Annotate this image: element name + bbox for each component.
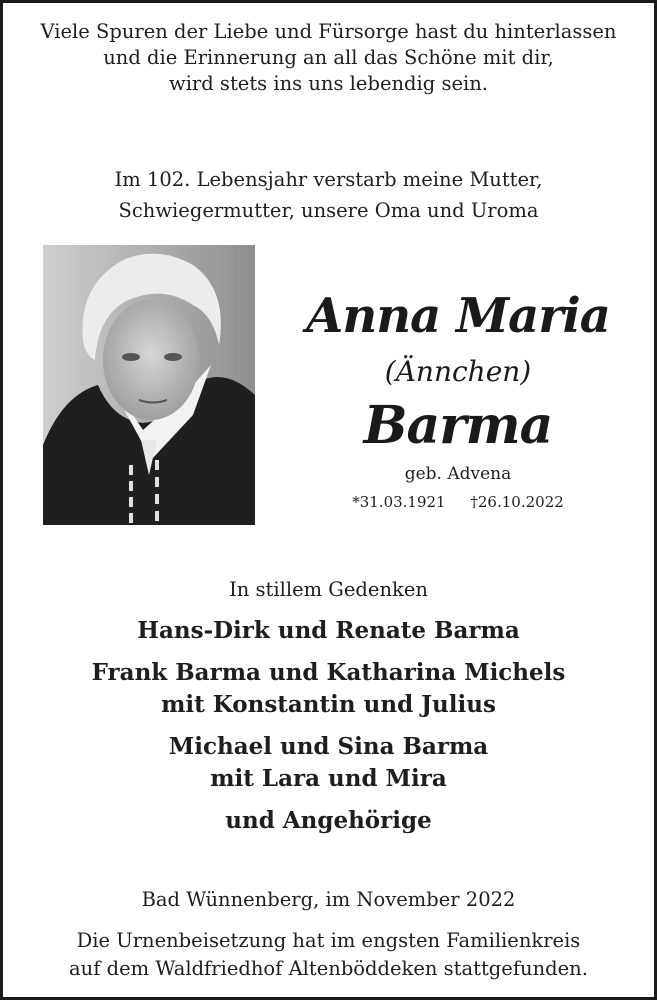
mourning-line: In stillem Gedenken <box>229 578 428 601</box>
deceased-surname: Barma <box>363 395 553 456</box>
mourner-group <box>3 805 654 837</box>
mourner-line: mit Konstantin und Julius <box>161 691 496 718</box>
announcement-line: Schwiegermutter, unsere Oma und Uroma <box>118 199 539 222</box>
mourner-line: mit Lara und Mira <box>210 765 447 792</box>
place-and-date: Bad Wünnenberg, im November 2022 <box>141 888 516 911</box>
intro-line: und die Erinnerung an all das Schöne mit dir, <box>103 46 554 69</box>
deceased-nickname: (Ännchen) <box>384 355 532 388</box>
mourner-group <box>3 657 654 721</box>
portrait-photo <box>43 245 255 525</box>
mourner-line: Michael und Sina Barma <box>168 733 489 760</box>
mourner-line: Frank Barma und Katharina Michels <box>91 659 566 686</box>
burial-note <box>3 927 654 983</box>
intro-line: wird stets ins uns lebendig sein. <box>169 72 488 95</box>
mourner-line: und Angehörige <box>225 807 432 834</box>
deceased-first-names: Anna Maria <box>306 288 610 344</box>
life-dates <box>278 492 638 512</box>
intro-line: Viele Spuren der Liebe und Fürsorge hast du hinterlassen <box>40 20 617 43</box>
mourner-group <box>3 615 654 647</box>
announcement-text <box>3 164 654 226</box>
mourner-line: Hans-Dirk und Renate Barma <box>137 617 520 644</box>
burial-note-line: Die Urnenbeisetzung hat im engsten Familienkreis <box>76 929 581 952</box>
burial-note-line: auf dem Waldfriedhof Altenböddeken stattgefunden. <box>69 957 588 980</box>
birth-date: *31.03.1921 <box>352 493 446 511</box>
announcement-line: Im 102. Lebensjahr verstarb meine Mutter, <box>114 168 543 191</box>
birth-name: geb. Advena <box>404 464 512 484</box>
death-date: †26.10.2022 <box>470 493 564 511</box>
portrait-image <box>43 245 255 525</box>
intro-verse <box>3 19 654 97</box>
mourner-group <box>3 731 654 795</box>
mourners-list <box>3 615 654 847</box>
